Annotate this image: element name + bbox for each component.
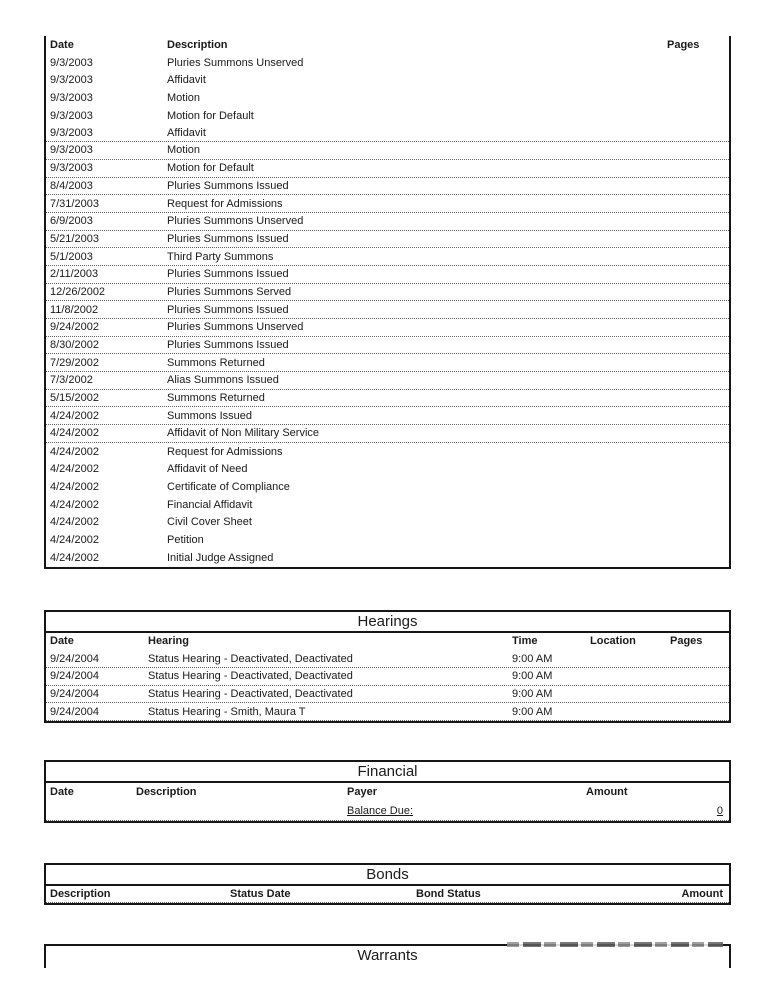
filings-row-description: Summons Returned: [167, 392, 265, 405]
filings-row: [46, 301, 729, 319]
filings-row: [46, 89, 729, 107]
filings-row-description: Pluries Summons Unserved: [167, 56, 304, 69]
warrants-title: Warrants: [357, 947, 418, 965]
filings-row-description: Affidavit of Non Military Service: [167, 427, 320, 440]
filings-row: [46, 337, 729, 355]
balance-due-row: [46, 803, 729, 821]
filings-row-description: Affidavit of Need: [167, 463, 248, 476]
hearing-row: [46, 686, 729, 704]
hearings-header-date: Date: [50, 635, 74, 648]
hearings-header-pages: Pages: [670, 635, 703, 648]
filings-row: [46, 142, 729, 160]
financial-header-amount: Amount: [586, 785, 628, 798]
financial-header-date: Date: [50, 785, 74, 798]
filings-row: [46, 478, 729, 496]
filings-row: [46, 531, 729, 549]
filings-row-description: Pluries Summons Unserved: [167, 215, 304, 228]
filings-row-date: 7/29/2002: [50, 356, 99, 369]
filings-row-description: Pluries Summons Unserved: [167, 321, 304, 334]
bonds-header-bond-status: Bond Status: [416, 888, 481, 901]
filings-row-description: Summons Returned: [167, 356, 265, 369]
hearing-row-date: 9/24/2004: [50, 652, 99, 665]
filings-header-date: Date: [50, 38, 74, 51]
filings-row: [46, 425, 729, 443]
hearing-row-date: 9/24/2004: [50, 670, 99, 683]
bonds-header-status-date: Status Date: [230, 888, 291, 901]
filings-row: [46, 54, 729, 72]
filings-row: [46, 195, 729, 213]
filings-row-description: Motion for Default: [167, 109, 254, 122]
filings-header-description: Description: [167, 38, 228, 51]
filings-row-description: Pluries Summons Issued: [167, 339, 289, 352]
filings-row: [46, 514, 729, 532]
hearing-row-hearing: Status Hearing - Deactivated, Deactivated: [148, 670, 353, 683]
bonds-header-amount: Amount: [681, 888, 723, 901]
filings-row-description: Pluries Summons Served: [167, 285, 292, 298]
hearing-row-date: 9/24/2004: [50, 688, 99, 701]
filings-header-pages: Pages: [667, 38, 700, 51]
hearing-row-hearing: Status Hearing - Smith, Maura T: [148, 705, 306, 718]
filings-row: [46, 443, 729, 461]
warrants-section: [44, 944, 731, 968]
filings-row-date: 4/24/2002: [50, 445, 99, 458]
filings-row-date: 4/24/2002: [50, 409, 99, 422]
filings-row: [46, 284, 729, 302]
filings-row-date: 4/24/2002: [50, 463, 99, 476]
filings-row-description: Initial Judge Assigned: [167, 551, 274, 564]
hearings-header-hearing: Hearing: [148, 635, 189, 648]
financial-header-description: Description: [136, 785, 197, 798]
filings-row-date: 6/9/2003: [50, 215, 93, 228]
filings-row-date: 9/3/2003: [50, 56, 93, 69]
hearings-section: [44, 610, 731, 723]
filings-row-date: 4/24/2002: [50, 551, 99, 564]
filings-row-date: 7/31/2003: [50, 197, 99, 210]
scan-artifact: [507, 942, 723, 947]
filings-row: [46, 248, 729, 266]
filings-row-description: Request for Admissions: [167, 197, 283, 210]
filings-row-description: Pluries Summons Issued: [167, 268, 289, 281]
filings-row-date: 8/30/2002: [50, 339, 99, 352]
financial-header-payer: Payer: [347, 785, 377, 798]
filings-row-date: 4/24/2002: [50, 427, 99, 440]
filings-row-date: 2/11/2003: [50, 268, 99, 281]
hearing-row-time: 9:00 AM: [512, 652, 553, 665]
filings-row-description: Motion for Default: [167, 162, 254, 175]
filings-row-date: 9/3/2003: [50, 126, 93, 139]
hearings-header-location: Location: [590, 635, 636, 648]
filings-row-description: Pluries Summons Issued: [167, 303, 289, 316]
hearing-row: [46, 650, 729, 668]
filings-row-description: Third Party Summons: [167, 250, 274, 263]
filings-row: [46, 231, 729, 249]
hearing-row-hearing: Status Hearing - Deactivated, Deactivated: [148, 652, 353, 665]
filings-row: [46, 160, 729, 178]
filings-row-date: 4/24/2002: [50, 516, 99, 529]
filings-row: [46, 496, 729, 514]
filings-row-date: 9/3/2003: [50, 162, 93, 175]
hearing-row: [46, 703, 729, 721]
balance-due-label: Balance Due:: [347, 805, 414, 818]
filings-row-date: 9/3/2003: [50, 144, 93, 157]
filings-row-date: 9/3/2003: [50, 74, 93, 87]
filings-row-date: 9/24/2002: [50, 321, 99, 334]
filings-row: [46, 71, 729, 89]
filings-row: [46, 213, 729, 231]
financial-section: [44, 760, 731, 823]
filings-row-date: 8/4/2003: [50, 179, 93, 192]
filings-row-date: 5/15/2002: [50, 392, 99, 405]
hearings-header-time: Time: [512, 635, 538, 648]
financial-title: Financial: [46, 762, 729, 783]
filings-row: [46, 372, 729, 390]
filings-row-date: 11/8/2002: [50, 303, 99, 316]
financial-header-row: [46, 783, 729, 801]
filings-row-description: Summons Issued: [167, 409, 252, 422]
hearing-row-time: 9:00 AM: [512, 705, 553, 718]
hearing-row-date: 9/24/2004: [50, 705, 99, 718]
filings-row: [46, 319, 729, 337]
filings-row-date: 5/21/2003: [50, 232, 99, 245]
filings-row: [46, 354, 729, 372]
hearings-title: Hearings: [46, 612, 729, 633]
bonds-header-row: [46, 886, 729, 904]
filings-row-description: Pluries Summons Issued: [167, 232, 289, 245]
filings-row-description: Financial Affidavit: [167, 498, 253, 511]
filings-row-description: Request for Admissions: [167, 445, 283, 458]
filings-row-description: Petition: [167, 534, 204, 547]
hearing-row: [46, 668, 729, 686]
hearings-rows: [46, 650, 729, 721]
filings-row-date: 7/3/2002: [50, 374, 93, 387]
filings-row: [46, 461, 729, 479]
filings-row-description: Civil Cover Sheet: [167, 516, 252, 529]
hearing-row-time: 9:00 AM: [512, 670, 553, 683]
filings-row-description: Affidavit: [167, 126, 206, 139]
filings-row: [46, 178, 729, 196]
filings-row-date: 12/26/2002: [50, 285, 106, 298]
bonds-section: [44, 863, 731, 906]
filings-row: [46, 266, 729, 284]
filings-row-description: Alias Summons Issued: [167, 374, 279, 387]
filings-row-date: 4/24/2002: [50, 498, 99, 511]
bonds-title: Bonds: [46, 865, 729, 886]
hearings-header-row: [46, 633, 729, 651]
filings-table: [44, 36, 731, 569]
filings-row-description: Motion: [167, 91, 201, 104]
filings-row: [46, 390, 729, 408]
filings-header-row: [46, 36, 729, 54]
filings-row-date: 4/24/2002: [50, 481, 99, 494]
filings-row: [46, 549, 729, 567]
filings-row: [46, 124, 729, 142]
balance-due-value: 0: [716, 805, 723, 818]
filings-row-date: 9/3/2003: [50, 109, 93, 122]
bonds-header-description: Description: [50, 888, 111, 901]
filings-row-description: Affidavit: [167, 74, 206, 87]
filings-row-description: Certificate of Compliance: [167, 481, 290, 494]
filings-row-description: Pluries Summons Issued: [167, 179, 289, 192]
filings-row-date: 9/3/2003: [50, 91, 93, 104]
filings-row-date: 5/1/2003: [50, 250, 93, 263]
filings-row: [46, 107, 729, 125]
hearing-row-time: 9:00 AM: [512, 688, 553, 701]
filings-row: [46, 407, 729, 425]
filings-row-description: Motion: [167, 144, 201, 157]
filings-row-date: 4/24/2002: [50, 534, 99, 547]
hearing-row-hearing: Status Hearing - Deactivated, Deactivated: [148, 688, 353, 701]
filings-rows: [46, 54, 729, 567]
